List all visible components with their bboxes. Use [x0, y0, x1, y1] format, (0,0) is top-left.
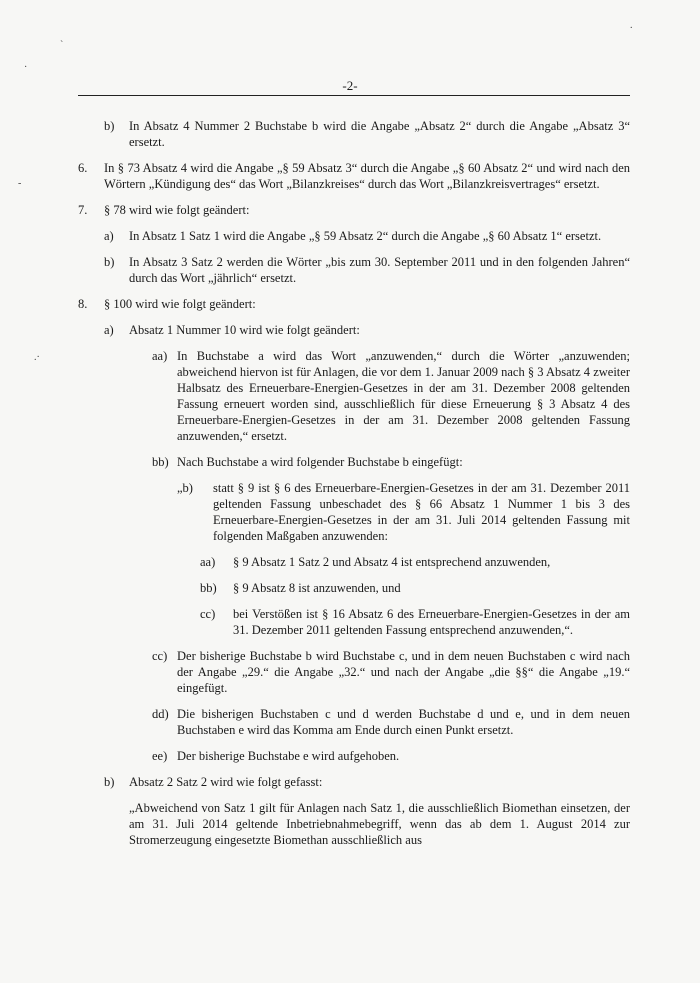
page-number: -2-	[342, 78, 358, 93]
item-text: bei Verstößen ist § 16 Absatz 6 des Erneuerbare-Energien-Gesetzes in der am 31. Dezember 2011 geltenden Fassung entsprechend anzuwenden,“.	[233, 607, 630, 637]
list-item	[78, 774, 630, 790]
item-text: In Buchstabe a wird das Wort „anzuwenden,“ durch die Wörter „anzuwenden; abweichend hiervon ist für Anlagen, die vor dem 1. Januar 2009 nach § 3 Absatz 4 zweiter Halbsatz des Erneuerbare-Energien-Gesetzes in der am 31. Dezember 2008 geltenden Fassung erneuert worden sind, ausschließlich für diese Erneuerung § 3 Absatz 4 des Erneuerbare-Energien-Gesetzes in der am 31. Dezember 2008 geltenden Fassung anzuwenden,“ ersetzt.	[177, 349, 630, 443]
list-item	[78, 228, 630, 244]
scan-mark: .·	[34, 352, 40, 363]
item-text: Der bisherige Buchstabe b wird Buchstabe c, und in dem neuen Buchstaben c wird nach der Angabe „29.“ die Angabe „32.“ und nach der Angabe „die §§“ die Angabe „19.“ eingefügt.	[177, 649, 630, 695]
list-item	[78, 118, 630, 150]
item-text: In Absatz 4 Nummer 2 Buchstabe b wird die Angabe „Absatz 2“ durch die Angabe „Absatz 3“ ersetzt.	[129, 119, 630, 149]
item-text: § 78 wird wie folgt geändert:	[104, 203, 250, 217]
list-item	[78, 322, 630, 338]
scan-mark: `	[60, 40, 64, 51]
item-text: statt § 9 ist § 6 des Erneuerbare-Energien-Gesetzes in der am 31. Dezember 2011 geltenden Fassung unbeschadet des § 66 Absatz 1 Nummer 1 bis 3 des Erneuerbare-Energien-Gesetzes in der am 31. Juli 2014 geltenden Fassung mit folgenden Maßgaben anzuwenden:	[213, 481, 630, 543]
item-text: § 9 Absatz 8 ist anzuwenden, und	[233, 581, 401, 595]
item-label: bb)	[200, 581, 217, 595]
item-text: Der bisherige Buchstabe e wird aufgehoben.	[177, 749, 400, 763]
item-label: ee)	[152, 749, 168, 763]
item-label: b)	[104, 255, 115, 269]
list-item	[78, 348, 630, 444]
list-item	[78, 648, 630, 696]
list-item	[78, 296, 630, 312]
list-item	[78, 748, 630, 764]
item-label: 6.	[78, 161, 88, 175]
item-label: b)	[104, 775, 115, 789]
item-text: In Absatz 1 Satz 1 wird die Angabe „§ 59 Absatz 2“ durch die Angabe „§ 60 Absatz 1“ ersetzt.	[129, 229, 602, 243]
item-label: aa)	[200, 555, 216, 569]
item-label: cc)	[200, 607, 216, 621]
item-text: Absatz 1 Nummer 10 wird wie folgt geändert:	[129, 323, 360, 337]
item-text: In Absatz 3 Satz 2 werden die Wörter „bis zum 30. September 2011 und in den folgenden Jahren“ durch das Wort „jährlich“ ersetzt.	[129, 255, 630, 285]
item-label: 7.	[78, 203, 88, 217]
item-label: a)	[104, 229, 114, 243]
item-text: § 9 Absatz 1 Satz 2 und Absatz 4 ist entsprechend anzuwenden,	[233, 555, 551, 569]
item-label: aa)	[152, 349, 168, 363]
list-item	[78, 554, 630, 570]
list-item	[78, 454, 630, 470]
item-label: dd)	[152, 707, 169, 721]
item-text: In § 73 Absatz 4 wird die Angabe „§ 59 Absatz 3“ durch die Angabe „§ 60 Absatz 2“ und wird nach den Wörtern „Kündigung des“ das Wort „Bilanzkreises“ durch das Wort „Bilanzkreisvertrages“ ersetzt.	[104, 161, 630, 191]
item-label: „b)	[177, 481, 193, 495]
list-item	[78, 580, 630, 596]
item-label: a)	[104, 323, 114, 337]
item-text: Absatz 2 Satz 2 wird wie folgt gefasst:	[129, 775, 323, 789]
list-item	[78, 160, 630, 192]
scan-mark: ·	[24, 62, 28, 73]
header-rule	[78, 95, 630, 96]
item-label: 8.	[78, 297, 88, 311]
scan-mark: -	[18, 178, 22, 189]
list-item	[78, 706, 630, 738]
list-item	[78, 254, 630, 286]
item-text: Nach Buchstabe a wird folgender Buchstabe b eingefügt:	[177, 455, 463, 469]
item-label: bb)	[152, 455, 169, 469]
list-item	[78, 606, 630, 638]
item-text: Die bisherigen Buchstaben c und d werden Buchstabe d und e, und in dem neuen Buchstaben e wird das Komma am Ende durch einen Punkt ersetzt.	[177, 707, 630, 737]
document-body	[78, 118, 630, 858]
scan-mark: .	[630, 20, 633, 31]
item-label: b)	[104, 119, 115, 133]
item-text: § 100 wird wie folgt geändert:	[104, 297, 256, 311]
item-label: cc)	[152, 649, 168, 663]
quoted-text: „Abweichend von Satz 1 gilt für Anlagen nach Satz 1, die ausschließlich Biomethan einsetzen, der am 31. Juli 2014 geltende Inbetriebnahmebegriff, wenn das ab dem 1. August 2014 zur Stromerzeugung eingesetzte Biomethan ausschließlich aus	[129, 801, 630, 847]
list-item	[78, 480, 630, 544]
list-item	[78, 202, 630, 218]
